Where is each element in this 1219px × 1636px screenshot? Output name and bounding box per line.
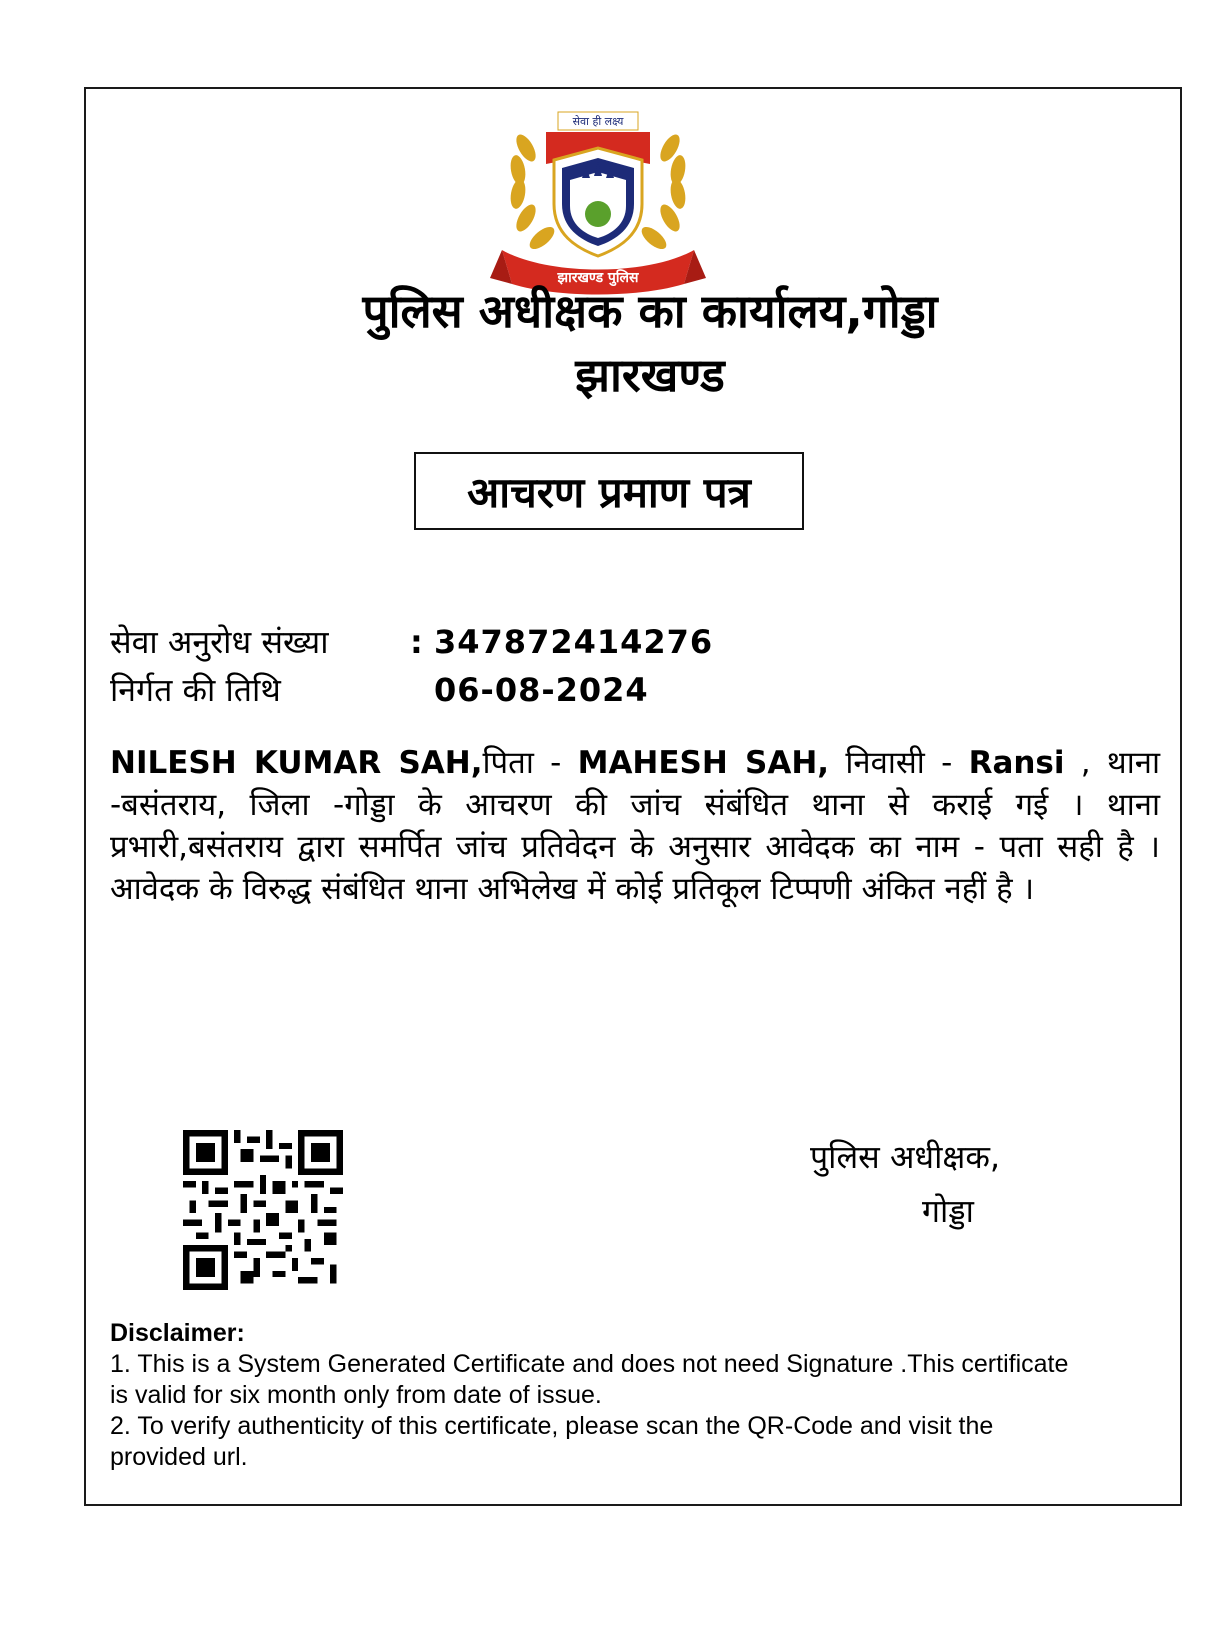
disclaimer-heading: Disclaimer: <box>110 1319 245 1347</box>
father-name: MAHESH SAH, <box>577 745 830 781</box>
office-title: पुलिस अधीक्षक का कार्यालय,गोड्डा <box>362 284 938 338</box>
father-label: पिता - <box>482 745 578 781</box>
certificate-body <box>110 742 1160 910</box>
certificate-statement: , थाना -बसंतराय, जिला -गोड्डा के आचरण की जांच संबंधित थाना से कराई गई । थाना प्रभारी,बसंतराय द्वारा समर्पित जांच प्रतिवेदन के अनुसार आवेदक का नाम - पता सही है । आवेदक के विरुद्ध संबंधित थाना अभिलेख में कोई प्रतिकूल टिप्पणी अंकित नहीं है । <box>110 745 1160 907</box>
signature-place: गोड्डा <box>922 1192 974 1230</box>
request-number-value: 347872414276 <box>434 623 714 661</box>
disclaimer-line-2: 2. To verify authenticity of this certificate, please scan the QR-Code and visit the provided url. <box>110 1412 994 1471</box>
emblem-motto: सेवा ही लक्ष्य <box>572 115 624 128</box>
issue-date-label: निर्गत की तिथि <box>110 671 281 709</box>
request-number-row <box>110 620 713 664</box>
qr-code-icon[interactable] <box>183 1130 343 1290</box>
issue-date-row <box>110 668 649 712</box>
village-name: Ransi <box>968 745 1065 781</box>
issue-date-value: 06-08-2024 <box>434 671 649 709</box>
disclaimer-line-1: 1. This is a System Generated Certificate and does not need Signature .This certificate is valid for six month only from date of issue. <box>110 1350 1069 1409</box>
resident-label: निवासी - <box>829 745 969 781</box>
certificate-title-text: आचरण प्रमाण पत्र <box>467 467 751 517</box>
request-number-colon: : <box>410 623 423 661</box>
jharkhand-police-emblem-icon <box>488 108 708 298</box>
request-number-label: सेवा अनुरोध संख्या <box>110 623 329 661</box>
office-state: झारखण्ड <box>575 348 725 402</box>
signature-designation: पुलिस अधीक्षक, <box>810 1138 1001 1176</box>
applicant-name: NILESH KUMAR SAH, <box>110 745 483 781</box>
disclaimer <box>110 1318 1090 1473</box>
emblem-ribbon-text: झारखण्ड पुलिस <box>557 270 639 286</box>
signature-block <box>810 1130 1000 1238</box>
certificate-title <box>414 452 804 530</box>
